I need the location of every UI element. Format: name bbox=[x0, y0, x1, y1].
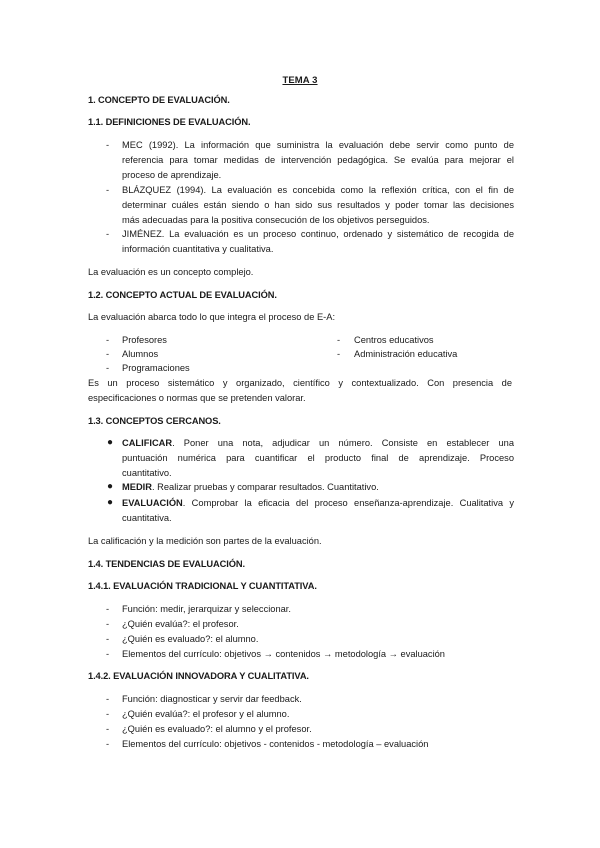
heading-tradicional: 1.4.1. EVALUACIÓN TRADICIONAL Y CUANTITATIVA. bbox=[88, 581, 317, 591]
term-calificar: CALIFICAR bbox=[122, 438, 173, 448]
dash-marker: - bbox=[106, 709, 110, 719]
text-line: BLÁZQUEZ (1994). La evaluación es concebida como la reflexión crítica, con el fin de bbox=[122, 185, 514, 195]
dash-marker: - bbox=[337, 349, 341, 359]
list-item-quien-evalua: ¿Quién evalúa?: el profesor. bbox=[122, 619, 239, 629]
text-line: puntuación numérica para cuantificar el producto final de aprendizaje. Proceso bbox=[122, 453, 514, 463]
list-item-quien-evaluado: ¿Quién es evaluado?: el alumno y el profesor. bbox=[122, 724, 312, 734]
text-line: determinar cuáles están siendo o han sido sus resultados y poder tomar las decisiones bbox=[122, 200, 514, 210]
text-line: cuantitativa. bbox=[122, 513, 172, 523]
paragraph-complejo: La evaluación es un concepto complejo. bbox=[88, 267, 254, 277]
term-medir: MEDIR bbox=[122, 482, 152, 492]
term-evaluacion: EVALUACIÓN bbox=[122, 498, 183, 508]
text-line: información cuantitativa y cualitativa. bbox=[122, 244, 274, 254]
dash-marker: - bbox=[106, 649, 110, 659]
list-item-elementos: Elementos del currículo: objetivos → contenidos → metodología → evaluación bbox=[122, 649, 445, 659]
dash-marker: - bbox=[106, 604, 110, 614]
dash-marker: - bbox=[106, 739, 110, 749]
dash-marker: - bbox=[106, 634, 110, 644]
dash-marker: - bbox=[106, 724, 110, 734]
list-item-profesores: Profesores bbox=[122, 335, 167, 345]
bullet-evaluacion bbox=[122, 496, 514, 526]
dash-marker: - bbox=[106, 140, 110, 150]
text-line bbox=[122, 436, 514, 451]
list-item-alumnos: Alumnos bbox=[122, 349, 159, 359]
list-item-jimenez bbox=[122, 227, 514, 257]
text-line: JIMÉNEZ. La evaluación es un proceso continuo, ordenado y sistemático de recogida de bbox=[122, 229, 514, 239]
bullet-calificar bbox=[122, 436, 514, 481]
list-item-programaciones: Programaciones bbox=[122, 363, 190, 373]
heading-concepto: 1. CONCEPTO DE EVALUACIÓN. bbox=[88, 95, 230, 105]
list-item-blazquez bbox=[122, 183, 514, 228]
page-title: TEMA 3 bbox=[282, 75, 318, 86]
bullet-dot-icon: ● bbox=[107, 481, 114, 492]
dash-marker: - bbox=[106, 363, 110, 373]
text-line: referencia para tomar medidas de intervención pedagógica. Se evalúa para mejorar el bbox=[122, 155, 514, 165]
dash-marker: - bbox=[106, 349, 110, 359]
dash-marker: - bbox=[106, 619, 110, 629]
text-line: MEC (1992). La información que suministra la evaluación debe servir como punto de bbox=[122, 140, 514, 150]
heading-tendencias: 1.4. TENDENCIAS DE EVALUACIÓN. bbox=[88, 559, 245, 569]
heading-innovadora: 1.4.2. EVALUACIÓN INNOVADORA Y CUALITATIVA. bbox=[88, 671, 309, 681]
bullet-dot-icon: ● bbox=[107, 497, 114, 508]
paragraph-proceso-line2: especificaciones o normas que se pretenden valorar. bbox=[88, 393, 306, 403]
list-item-centros: Centros educativos bbox=[354, 335, 434, 345]
dash-marker: - bbox=[106, 694, 110, 704]
heading-concepto-actual: 1.2. CONCEPTO ACTUAL DE EVALUACIÓN. bbox=[88, 290, 277, 300]
paragraph-calificacion: La calificación y la medición son partes de la evaluación. bbox=[88, 536, 322, 546]
text-line bbox=[122, 480, 514, 495]
list-item-administracion: Administración educativa bbox=[354, 349, 458, 359]
term-desc: . Realizar pruebas y comparar resultados. Cuantitativo. bbox=[151, 482, 379, 492]
list-item-funcion: Función: medir, jerarquizar y seleccionar. bbox=[122, 604, 291, 614]
text-line bbox=[122, 496, 514, 511]
term-desc: . Comprobar la eficacia del proceso enseñanza-aprendizaje. Cualitativa y bbox=[182, 498, 514, 508]
list-item-mec bbox=[122, 138, 514, 183]
heading-definiciones: 1.1. DEFINICIONES DE EVALUACIÓN. bbox=[88, 117, 251, 127]
dash-marker: - bbox=[106, 335, 110, 345]
heading-conceptos-cercanos: 1.3. CONCEPTOS CERCANOS. bbox=[88, 416, 221, 426]
text-line: más adecuadas para la positiva consecución de los objetivos perseguidos. bbox=[122, 215, 430, 225]
paragraph-abarca: La evaluación abarca todo lo que integra el proceso de E-A: bbox=[88, 312, 336, 322]
list-item-quien-evaluado: ¿Quién es evaluado?: el alumno. bbox=[122, 634, 259, 644]
list-item-elementos: Elementos del currículo: objetivos - contenidos - metodología – evaluación bbox=[122, 739, 429, 749]
dash-marker: - bbox=[337, 335, 341, 345]
bullet-medir bbox=[122, 480, 514, 495]
text-line: cuantitativo. bbox=[122, 468, 172, 478]
dash-marker: - bbox=[106, 185, 110, 195]
dash-marker: - bbox=[106, 229, 110, 239]
list-item-funcion: Función: diagnosticar y servir dar feedback. bbox=[122, 694, 302, 704]
bullet-dot-icon: ● bbox=[107, 437, 114, 448]
term-desc: . Poner una nota, adjudicar un número. Consiste en establecer una bbox=[172, 438, 514, 448]
text-line: proceso de aprendizaje. bbox=[122, 170, 222, 180]
paragraph-proceso-line1: Es un proceso sistemático y organizado, científico y contextualizado. Con presencia de bbox=[88, 378, 512, 388]
list-item-quien-evalua: ¿Quién evalúa?: el profesor y el alumno. bbox=[122, 709, 290, 719]
